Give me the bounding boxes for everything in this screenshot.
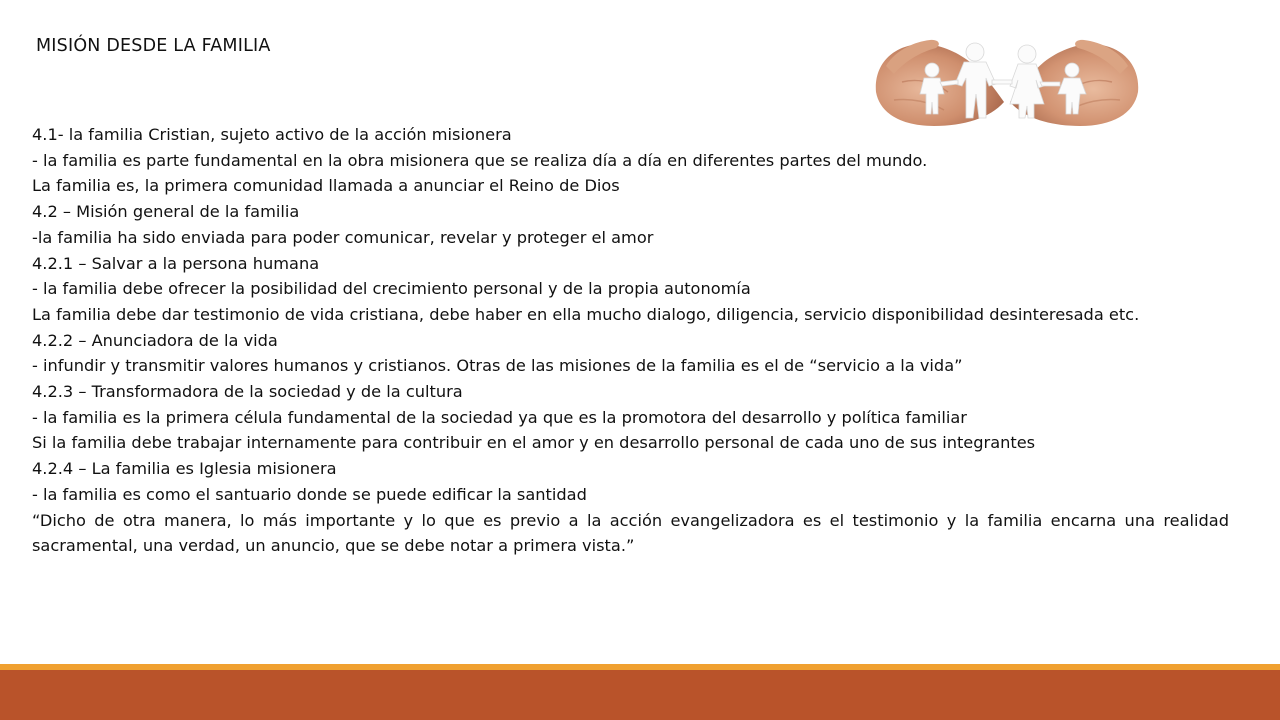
body-text: - infundir y transmitir valores humanos y cristianos. Otras de las misiones de la familia es el de “servicio a la vida” [32,356,963,376]
section-heading-4-2-1: 4.2.1 – Salvar a la persona humana [32,253,320,273]
body-text: -la familia ha sido enviada para poder comunicar, revelar y proteger el amor [32,227,654,247]
section-heading-4-2-2: 4.2.2 – Anunciadora de la vida [32,330,278,350]
body-text: La familia es, la primera comunidad llamada a anunciar el Reino de Dios [32,176,620,196]
body-text: - la familia es parte fundamental en la obra misionera que se realiza día a día en diferentes partes del mundo. [32,150,928,170]
section-heading-4-2-3: 4.2.3 – Transformadora de la sociedad y de la cultura [32,382,463,402]
body-text: - la familia es como el santuario donde se puede edificar la santidad [32,484,587,504]
body-text: - la familia es la primera célula fundamental de la sociedad ya que es la promotora del desarrollo y política familiar [32,407,967,427]
section-heading-4-1: 4.1- la familia Cristian, sujeto activo de la acción misionera [32,125,512,144]
quote-paragraph: “Dicho de otra manera, lo más importante y lo que es previo a la acción evangelizadora es el testimonio y la familia encarna una realidad sacramental, una verdad, un anuncio, que se debe notar a primera vista.” [32,510,1229,556]
family-in-hands-icon [872,22,1142,130]
body-paragraph: La familia debe dar testimonio de vida cristiana, debe haber en ella mucho dialogo, diligencia, servicio disponibilidad desinteresada etc. [32,304,1140,324]
slide-title: MISIÓN DESDE LA FAMILIA [36,36,271,56]
body-text: Si la familia debe trabajar internamente para contribuir en el amor y en desarrollo personal de cada uno de sus integrantes [32,433,1036,453]
slide-body [32,122,1229,559]
section-heading-4-2: 4.2 – Misión general de la familia [32,202,300,222]
section-heading-4-2-4: 4.2.4 – La familia es Iglesia misionera [32,459,337,479]
footer-bar [0,670,1280,720]
body-text: - la familia debe ofrecer la posibilidad del crecimiento personal y de la propia autonomía [32,279,751,299]
